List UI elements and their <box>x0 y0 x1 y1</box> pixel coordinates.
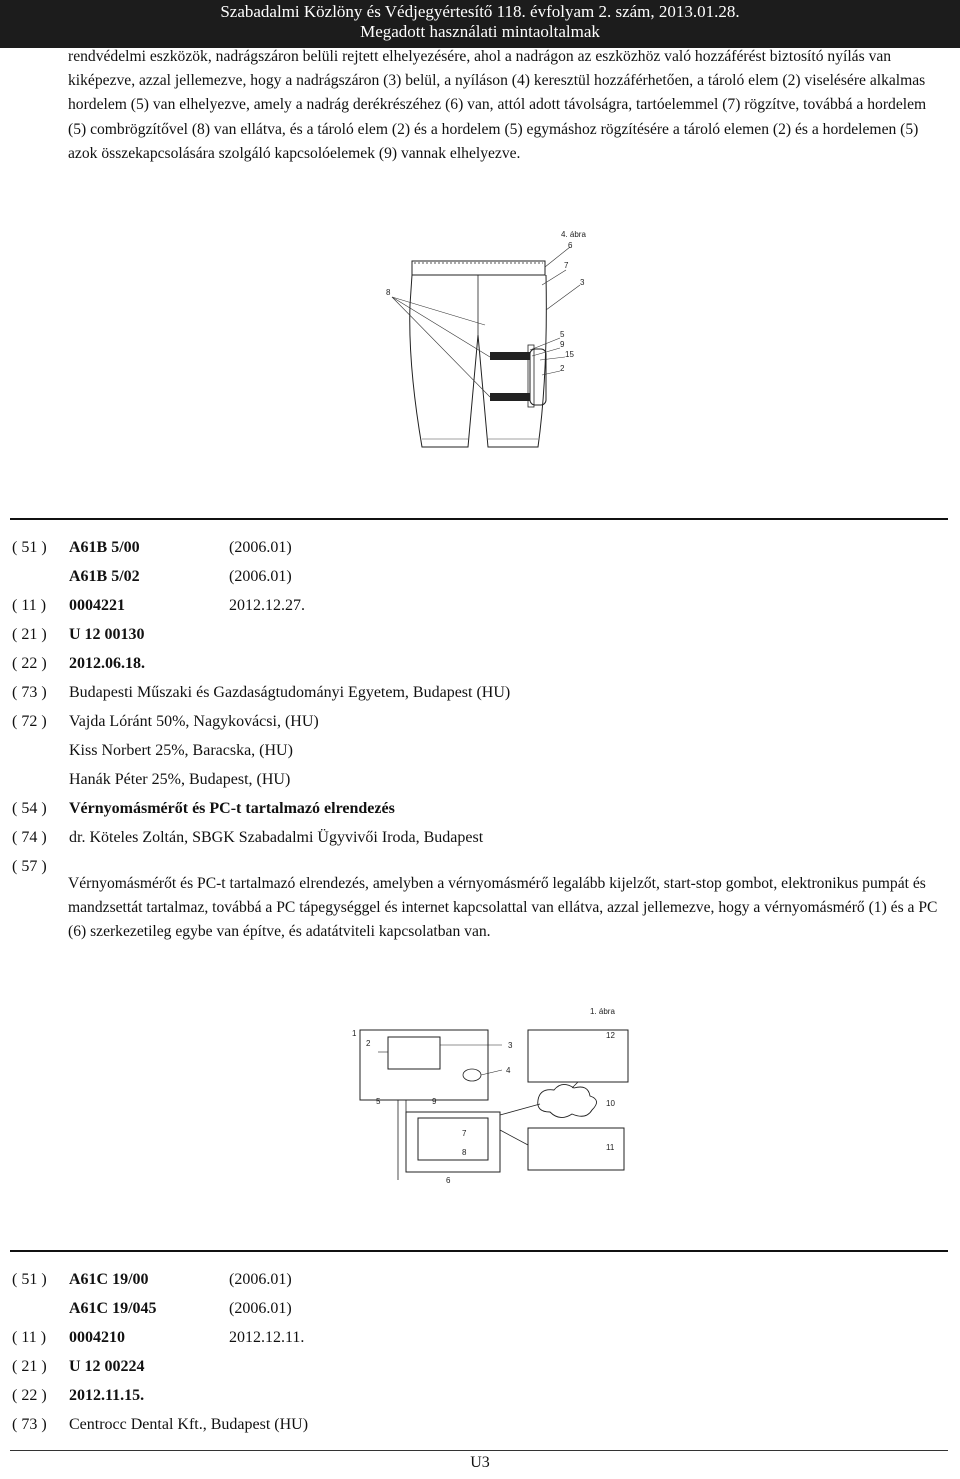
code-11: ( 11 ) <box>12 1329 47 1346</box>
ipc-date: (2006.01) <box>229 1271 292 1288</box>
publication-header <box>0 0 960 48</box>
grant-date: 2012.12.27. <box>229 597 305 614</box>
owner: Centrocc Dental Kft., Budapest (HU) <box>69 1416 309 1433</box>
label-9: 9 <box>560 340 565 349</box>
label-4: 4 <box>506 1066 511 1075</box>
ipc-class: A61C 19/00 <box>69 1271 149 1288</box>
record-separator <box>10 1250 948 1252</box>
ipc-class: A61B 5/00 <box>69 539 140 556</box>
label-8: 8 <box>386 288 391 297</box>
code-57: ( 57 ) <box>12 858 47 875</box>
code-72: ( 72 ) <box>12 713 47 730</box>
code-21: ( 21 ) <box>12 626 47 643</box>
code-22: ( 22 ) <box>12 1387 47 1404</box>
footer-rule <box>10 1450 948 1451</box>
ipc-date: (2006.01) <box>229 539 292 556</box>
label-15: 15 <box>565 350 574 359</box>
code-73: ( 73 ) <box>12 684 47 701</box>
label-7: 7 <box>462 1129 467 1138</box>
code-51: ( 51 ) <box>12 539 47 556</box>
label-1: 1 <box>352 1029 357 1038</box>
code-21: ( 21 ) <box>12 1358 47 1375</box>
utility-model-title: Vérnyomásmérőt és PC-t tartalmazó elrendezés <box>69 800 395 817</box>
inventor: Kiss Norbert 25%, Baracska, (HU) <box>69 742 293 759</box>
ipc-date: (2006.01) <box>229 568 292 585</box>
code-54: ( 54 ) <box>12 800 47 817</box>
continued-claim-text: rendvédelmi eszközök, nadrágszáron belüli rejtett elhelyezésére, ahol a nadrágon az eszközhöz való hozzáférést biztosító nyílás van kiképezve, azzal jellemezve, hogy a nadrágszáron (3) belül, a nyíláson (4) keresztül hozzáférhetően, a tároló elem (2) viselésére alkalmas hordelem (5) van elhelyezve, amely a nadrág derékrészéhez (6) van, attól adott távolságra, tartóelemmel (7) rögzítve, továbbá a hordelem (5) combrögzítővel (8) van ellátva, és a tároló elem (2) és a hordelem (5) egymáshoz rögzítésére a tároló elemen (2) és a hordelemen (5) azok összekapcsolására szolgáló kapcsolóelemek (9) vannak elhelyezve. <box>68 48 927 162</box>
trousers-figure <box>370 225 600 460</box>
label-5: 5 <box>376 1097 381 1106</box>
section-title: Megadott használati mintaoltalmak <box>360 22 600 41</box>
application-number: U 12 00130 <box>69 626 145 643</box>
label-5: 5 <box>560 330 565 339</box>
label-6: 6 <box>446 1176 451 1185</box>
label-12: 12 <box>606 1031 615 1040</box>
inventor: Vajda Lóránt 50%, Nagykovácsi, (HU) <box>69 713 319 730</box>
label-8: 8 <box>462 1148 467 1157</box>
inventor: Hanák Péter 25%, Budapest, (HU) <box>69 771 291 788</box>
figure-caption: 4. ábra <box>561 230 586 239</box>
label-7: 7 <box>564 261 569 270</box>
grant-date: 2012.12.11. <box>229 1329 305 1346</box>
application-number: U 12 00224 <box>69 1358 145 1375</box>
code-11: ( 11 ) <box>12 597 47 614</box>
label-2: 2 <box>366 1039 371 1048</box>
filing-date: 2012.11.15. <box>69 1387 145 1404</box>
code-51: ( 51 ) <box>12 1271 47 1288</box>
label-3: 3 <box>580 278 585 287</box>
code-22: ( 22 ) <box>12 655 47 672</box>
label-11: 11 <box>606 1143 615 1152</box>
filing-date: 2012.06.18. <box>69 655 145 672</box>
page-number: U3 <box>470 1454 490 1471</box>
attorney: dr. Köteles Zoltán, SBGK Szabadalmi Ügyvivői Iroda, Budapest <box>69 829 484 846</box>
label-3: 3 <box>508 1041 513 1050</box>
record-separator <box>10 518 948 520</box>
registration-number: 0004210 <box>69 1329 125 1346</box>
abstract-text: Vérnyomásmérőt és PC-t tartalmazó elrendezés, amelyben a vérnyomásmérő legalább kijelzőt, start-stop gombot, elektronikus pumpát és mandzsettát tartalmaz, továbbá a PC tápegységgel és internet kapcsolattal van ellátva, azzal jellemezve, hogy a vérnyomásmérő (1) és a PC (6) szerkezetileg egybe van építve, és adatátviteli kapcsolatban van. <box>68 875 938 941</box>
code-73: ( 73 ) <box>12 1416 47 1433</box>
registration-number: 0004221 <box>69 597 125 614</box>
label-9: 9 <box>432 1097 437 1106</box>
owner: Budapesti Műszaki és Gazdaságtudományi Egyetem, Budapest (HU) <box>69 684 511 701</box>
journal-title: Szabadalmi Közlöny és Védjegyértesítő 118. évfolyam 2. szám, 2013.01.28. <box>220 2 740 21</box>
ipc-date: (2006.01) <box>229 1300 292 1317</box>
label-10: 10 <box>606 1099 615 1108</box>
ipc-class: A61B 5/02 <box>69 568 140 585</box>
label-2: 2 <box>560 364 565 373</box>
figure-caption: 1. ábra <box>590 1007 615 1016</box>
block-diagram-figure <box>340 1000 650 1190</box>
ipc-class: A61C 19/045 <box>69 1300 157 1317</box>
code-74: ( 74 ) <box>12 829 47 846</box>
label-6: 6 <box>568 241 573 250</box>
